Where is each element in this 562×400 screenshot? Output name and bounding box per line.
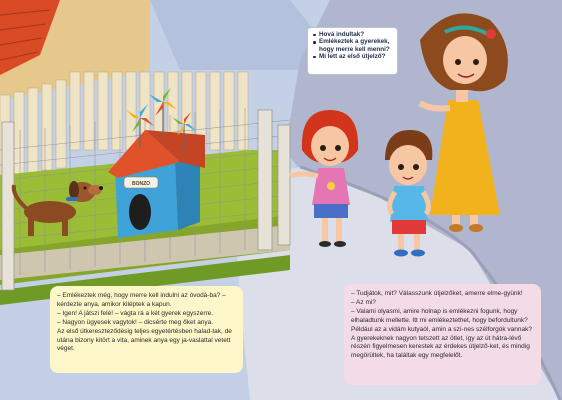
dog-nose [99,186,103,190]
mother-leg [470,215,478,225]
mother-eye [455,59,461,65]
story-paragraph: – Emlékeztek még, hogy merre kell indulni az óvodá-ba? – kérdezte anya, amikor kiléptek a kapun. [57,292,226,308]
girl-eye [320,145,326,151]
question-bubble [307,27,398,75]
story-text-right [344,284,541,385]
story-text-left [50,286,243,373]
girl-shoe [319,241,331,247]
question-item: Hová indultak? [312,31,393,38]
story-paragraph: – Tudjátok, mit? Válasszunk útjelzőket, amerre elme-gyünk! [351,290,523,297]
mother-shoe [449,224,463,232]
story-paragraph: – Valami olyasmi, amire holnap is emlékezni fogunk, hogy elhaladtunk mellette. Itt mi emlékeztethet, hogy befordultunk? Például az a vidám kutyaól, amin a szí-nes szélforgók vannak? [351,307,533,333]
fence-post [258,110,272,250]
doghouse-door [129,194,151,230]
story-paragraph: – Igen! A játszi felé! – vágta rá a két gyerek egyszerre. [57,309,214,317]
dog-leg [28,216,34,236]
girl-arm [290,174,318,176]
story-paragraph: – Az mi? [351,298,376,306]
boy-eye [413,164,419,170]
question-item: Emlékeztek a gyerekek, hogy merre kell menni? [312,38,393,53]
boy-shirt [390,186,428,222]
flower-icon [486,29,496,39]
mother-leg [452,215,460,225]
fence-post [278,125,290,245]
girl-eye [335,145,341,151]
boy-eye [398,164,404,170]
dog-eye [84,187,87,190]
boy-shoe [411,250,425,257]
fence-post [2,122,14,290]
boy-leg [414,234,420,250]
girl-shoe [334,241,346,247]
girl-leg [322,218,328,242]
story-paragraph: Az első útkereszteződésig teljes egyetértésben halad-tak, de utána bizony kitört a vita, aminek anya egy ja-vaslattal vetett véget. [57,327,232,353]
boy-shorts [392,220,426,234]
dog-ear [69,181,79,199]
doghouse-sign-text: BONZO [131,181,151,187]
story-paragraph: – Nagyon ügyesek vagytok! – dicsérte meg őket anya. [57,318,214,326]
question-item: Mi lett az első útjelző? [312,53,393,60]
dog-collar [66,197,78,201]
girl-skirt [314,204,348,218]
boy-shoe [394,250,408,257]
dog-leg [62,214,68,236]
question-list [312,31,393,61]
mother-eye [473,59,479,65]
mother-shoe [469,224,483,232]
boy-leg [398,234,404,250]
doghouse-side [175,160,200,230]
girl-leg [336,218,342,242]
story-paragraph: A gyerekeknek nagyon tetszett az ötlet, így az út hátra-lévő részén figyelmesen kerestek az érdekes útjelző-ket, és mindig megörültek, ha találtak egy megfelelőt. [351,334,530,360]
flower-icon [327,182,335,190]
